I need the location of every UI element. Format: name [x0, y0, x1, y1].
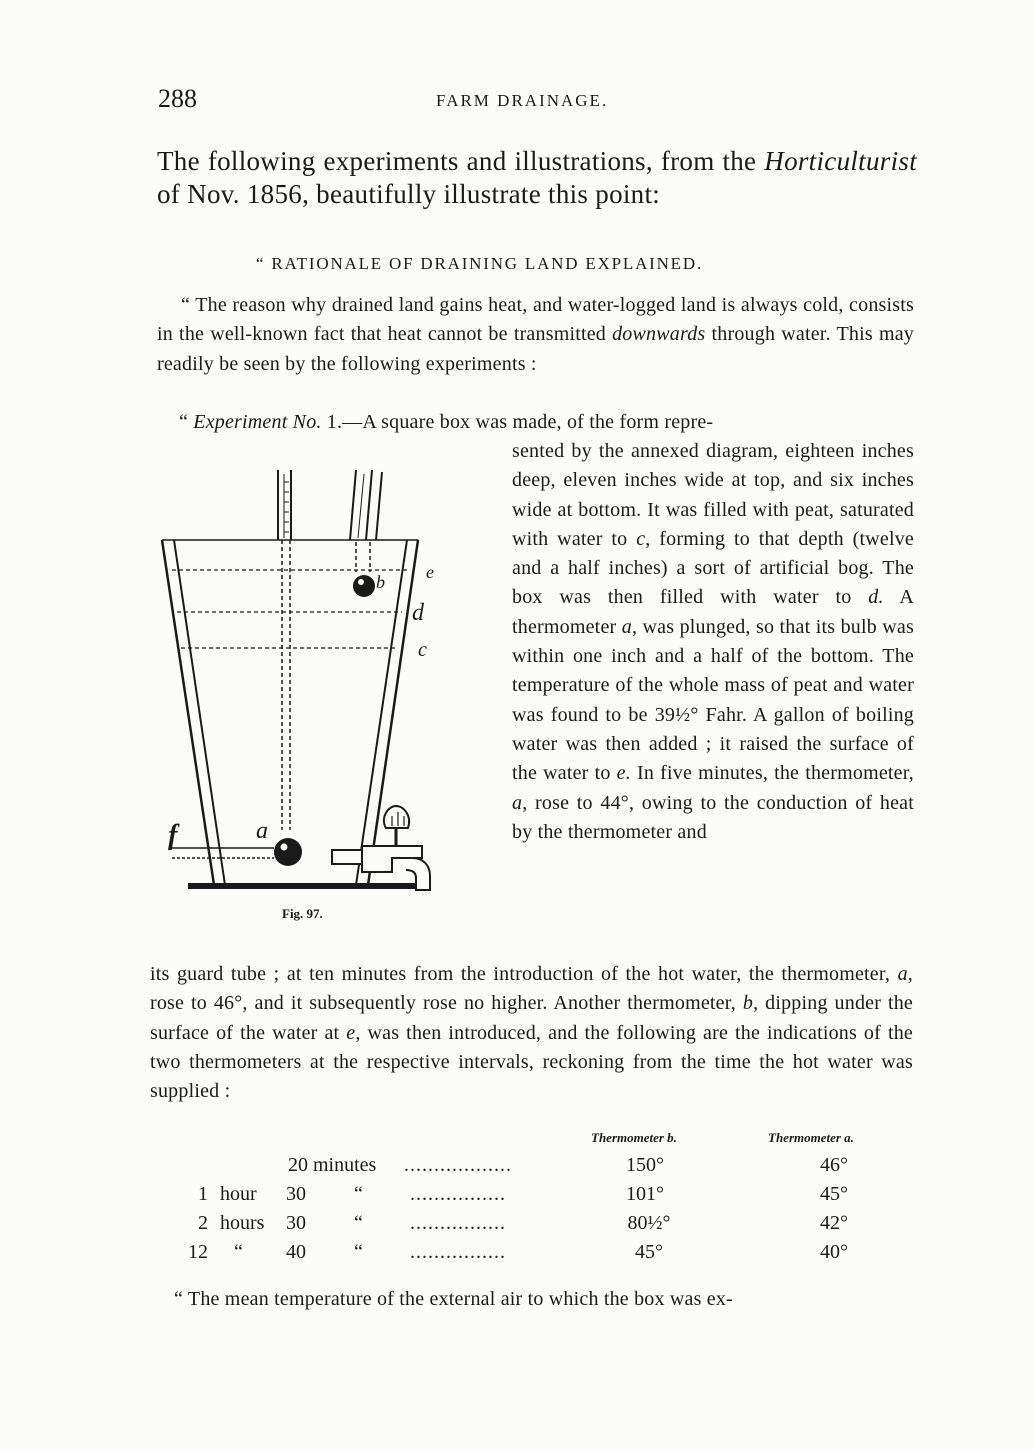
fig-label-f: f [168, 820, 178, 851]
figure-caption: Fig. 97. [282, 906, 323, 921]
para2-e: e. [616, 762, 631, 785]
experiment-label: Experiment No. [193, 411, 322, 433]
table-row [0, 1183, 1034, 1212]
fig-label-c: c [418, 639, 427, 661]
row-therm-a: 42° [820, 1212, 848, 1234]
para2-open: “ [179, 411, 194, 433]
row-therm-b: 45° [635, 1241, 663, 1263]
fig-label-b: b [376, 572, 385, 592]
para2-body-6: , rose to 44°, owing to the conduction of heat by the thermometer and [512, 791, 914, 843]
row-leader: .................. [404, 1154, 512, 1176]
row-num: 2 [198, 1212, 208, 1234]
thermometer-b-tube [350, 470, 382, 572]
row-leader: ................ [410, 1183, 506, 1205]
para3-text-4: , was then introduced, and the following are the indications of the two thermometers at the respective intervals, reckoning from the time the hot water was supplied : [150, 1021, 913, 1103]
header-thermometer-a: Thermometer a. [768, 1130, 854, 1145]
para2-body-4: , was plunged, so that its bulb was within one inch and a half of the bottom. The temperature of the whole mass of peat and water was found to be 39½° Fahr. A gallon of boiling water was then added ; it raised the surface of the water to [512, 615, 914, 785]
para2-a2: a [512, 791, 523, 814]
intro-text: The following experiments and illustrations, from the [157, 146, 765, 176]
para3-text-3: , dipping under the surface of the water at [150, 992, 913, 1044]
paragraph-results [150, 960, 913, 1106]
para2-c: c [636, 527, 646, 550]
row-minutes: 20 minutes [288, 1154, 377, 1176]
header-thermometer-b: Thermometer b. [591, 1130, 677, 1145]
fig-label-d: d [412, 600, 424, 626]
row-minutes: 30 [286, 1212, 306, 1234]
row-leader: ................ [410, 1212, 506, 1234]
intro-italic: Horticulturist [764, 146, 917, 176]
thermometer-a-tube [278, 470, 291, 830]
row-therm-b: 80½° [627, 1212, 671, 1234]
table-row [0, 1241, 1034, 1270]
row-unit: hours [220, 1212, 265, 1234]
running-title: FARM DRAINAGE. [436, 91, 609, 110]
fig-label-e: e [426, 562, 434, 582]
intro-text-2: of Nov. 1856, beautifully illustrate this point: [157, 179, 661, 209]
closing-line: “ The mean temperature of the external air to which the box was ex- [174, 1288, 733, 1310]
row-minutes: 40 [286, 1241, 306, 1263]
para2-d: d. [868, 586, 884, 609]
row-therm-a: 40° [820, 1241, 848, 1263]
experiment-lead-line [179, 408, 915, 437]
para3-text-2: , rose to 46°, and it subsequently rose no higher. Another thermometer, [150, 963, 913, 1015]
para2-body-3: A thermometer [512, 586, 914, 638]
row-ditto: “ [354, 1183, 363, 1205]
para3-e: e [346, 1021, 356, 1044]
row-leader: ................ [410, 1241, 506, 1263]
para1-text: “ The reason why drained land gains heat, and water-logged land is always cold, consists in the well-known fact that heat cannot be transmitted [157, 294, 914, 346]
row-therm-b: 150° [626, 1154, 664, 1176]
experiment-column-text [512, 437, 914, 847]
fig-label-a: a [256, 818, 268, 844]
para1-text-2: through water. This may readily be seen by the following experiments : [157, 323, 914, 375]
row-unit: “ [234, 1241, 243, 1263]
table-row [0, 1154, 1034, 1183]
row-num: 12 [188, 1241, 208, 1263]
table-row [0, 1212, 1034, 1241]
para2-body-2: , forming to that depth (twelve and a half inches) a sort of artificial bog. The box was then filled with water to [512, 527, 914, 609]
para2-lead: 1.—A square box was made, of the form repre- [321, 411, 714, 433]
row-therm-a: 46° [820, 1154, 848, 1176]
section-heading: “ RATIONALE OF DRAINING LAND EXPLAINED. [256, 254, 703, 273]
row-num: 1 [198, 1183, 208, 1205]
paragraph-reason [157, 291, 914, 379]
para3-text: its guard tube ; at ten minutes from the introduction of the hot water, the thermometer, [150, 963, 898, 985]
row-therm-b: 101° [626, 1183, 664, 1205]
water-tap [332, 806, 430, 890]
para1-italic: downwards [612, 323, 706, 346]
row-unit: hour [220, 1183, 257, 1205]
para3-a: a [897, 963, 908, 985]
row-ditto: “ [354, 1241, 363, 1263]
para2-body-5: In five minutes, the thermometer, [630, 762, 914, 785]
page-number: 288 [158, 84, 197, 113]
row-therm-a: 45° [820, 1183, 848, 1205]
intro-paragraph [157, 145, 917, 211]
para2-a1: a [621, 615, 632, 638]
row-minutes: 30 [286, 1183, 306, 1205]
para2-body-1: sented by the annexed diagram, eighteen inches deep, eleven inches wide at top, and six inches wide at bottom. It was filled with peat, saturated with water to [512, 440, 914, 550]
para3-b: b [742, 992, 754, 1015]
figure-box-diagram [150, 460, 480, 900]
row-ditto: “ [354, 1212, 363, 1234]
